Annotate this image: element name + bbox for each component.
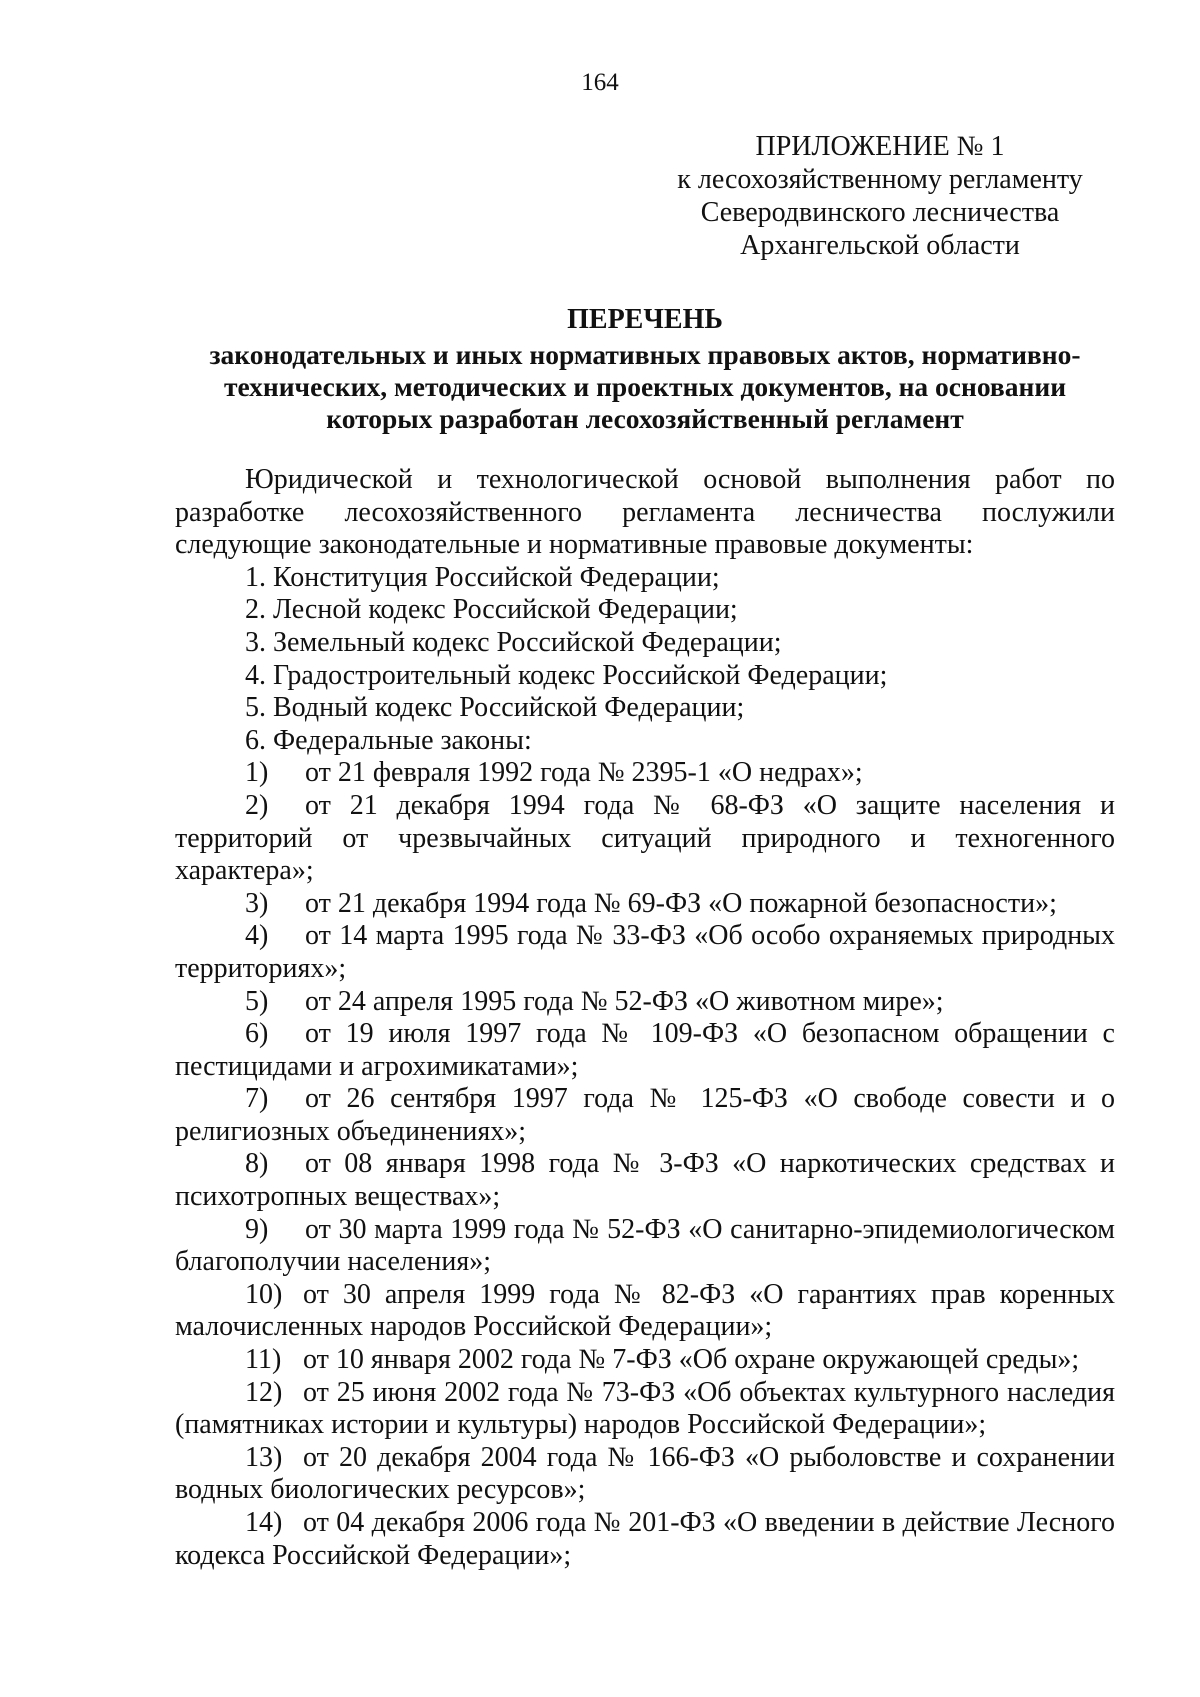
document-body [175, 464, 1115, 1572]
list-item: 3. Земельный кодекс Российской Федерации; [245, 626, 782, 658]
law-text: от 04 декабря 2006 года № 201-ФЗ «О введении в действие Лесного кодекса Российской Федерации»; [175, 1507, 1115, 1571]
law-number: 5) [245, 985, 269, 1017]
law-number: 7) [245, 1083, 269, 1115]
intro-paragraph: Юридической и технологической основой выполнения работ по разработке лесохозяйственного регламента лесничества послужили следующие законодательные и нормативные правовые документы: [175, 464, 1115, 561]
law-item [175, 1018, 1115, 1083]
law-item [175, 1442, 1115, 1507]
law-text: от 30 марта 1999 года № 52-ФЗ «О санитарно-эпидемиологическом благополучии населения»; [175, 1213, 1115, 1278]
law-text: от 26 сентября 1997 года № 125-ФЗ «О свободе совести и о религиозных объединениях»; [175, 1083, 1115, 1147]
law-text: от 21 декабря 1994 года № 68-ФЗ «О защите населения и территорий от чрезвычайных ситуаций природного и техногенного характера»; [175, 789, 1115, 887]
appendix-line: Северодвинского лесничества [700, 197, 1060, 228]
law-text: от 08 января 1998 года № 3-ФЗ «О наркотических средствах и психотропных веществах»; [175, 1148, 1115, 1213]
title-heading: ПЕРЕЧЕНЬ [567, 304, 723, 335]
law-number: 6) [245, 1018, 269, 1050]
law-number: 2) [245, 789, 269, 821]
law-number: 13) [245, 1441, 283, 1473]
law-item [175, 986, 1115, 1019]
law-text: от 20 декабря 2004 года № 166-ФЗ «О рыболовстве и сохранении водных биологических ресурсов»; [175, 1441, 1115, 1506]
title-subline: законодательных и иных нормативных правовых актов, нормативно- [209, 339, 1081, 370]
law-item [175, 1148, 1115, 1213]
law-number: 4) [245, 920, 269, 952]
law-item [175, 790, 1115, 888]
law-item [175, 1344, 1115, 1377]
list-item: 6. Федеральные законы: [245, 724, 532, 756]
law-number: 11) [245, 1344, 282, 1376]
law-number: 10) [245, 1278, 283, 1310]
list-item: 5. Водный кодекс Российской Федерации; [245, 692, 745, 724]
law-number: 1) [245, 757, 269, 789]
law-item [175, 757, 1115, 790]
law-text: от 10 января 2002 года № 7-ФЗ «Об охране окружающей среды»; [303, 1344, 1080, 1376]
law-number: 8) [245, 1148, 269, 1180]
law-number: 12) [245, 1376, 283, 1408]
law-number: 14) [245, 1507, 283, 1538]
law-item [175, 1507, 1115, 1572]
law-text: от 25 июня 2002 года № 73-ФЗ «Об объектах культурного наследия (памятниках истории и культуры) народов Российской Федерации»; [175, 1376, 1115, 1441]
list-item: 4. Градостроительный кодекс Российской Федерации; [245, 659, 888, 691]
law-text: от 30 апреля 1999 года № 82-ФЗ «О гарантиях прав коренных малочисленных народов Российской Федерации»; [175, 1278, 1115, 1343]
document-title [175, 304, 1115, 435]
appendix-header [660, 130, 1100, 262]
title-subline: которых разработан лесохозяйственный регламент [326, 403, 964, 434]
law-number: 3) [245, 887, 269, 919]
page-number: 164 [581, 69, 619, 96]
appendix-line: Архангельской области [740, 230, 1020, 261]
law-text: от 19 июля 1997 года № 109-ФЗ «О безопасном обращении с пестицидами и агрохимикатами»; [175, 1018, 1115, 1082]
law-item [175, 888, 1115, 921]
list-item: 2. Лесной кодекс Российской Федерации; [245, 594, 738, 626]
law-item [175, 920, 1115, 985]
law-item [175, 1083, 1115, 1148]
law-number: 9) [245, 1213, 269, 1245]
law-item [175, 1214, 1115, 1279]
title-subline: технических, методических и проектных документов, на основании [223, 371, 1067, 402]
appendix-line: к лесохозяйственному регламенту [677, 164, 1083, 195]
list-item: 1. Конституция Российской Федерации; [245, 561, 720, 593]
law-item [175, 1279, 1115, 1344]
law-text: от 21 февраля 1992 года № 2395-1 «О недрах»; [305, 757, 863, 789]
law-text: от 14 марта 1995 года № 33-ФЗ «Об особо охраняемых природных территориях»; [175, 920, 1115, 984]
law-text: от 21 декабря 1994 года № 69-ФЗ «О пожарной безопасности»; [305, 887, 1057, 919]
law-text: от 24 апреля 1995 года № 52-ФЗ «О животном мире»; [305, 985, 944, 1017]
appendix-title: ПРИЛОЖЕНИЕ № 1 [755, 131, 1005, 162]
law-item [175, 1377, 1115, 1442]
